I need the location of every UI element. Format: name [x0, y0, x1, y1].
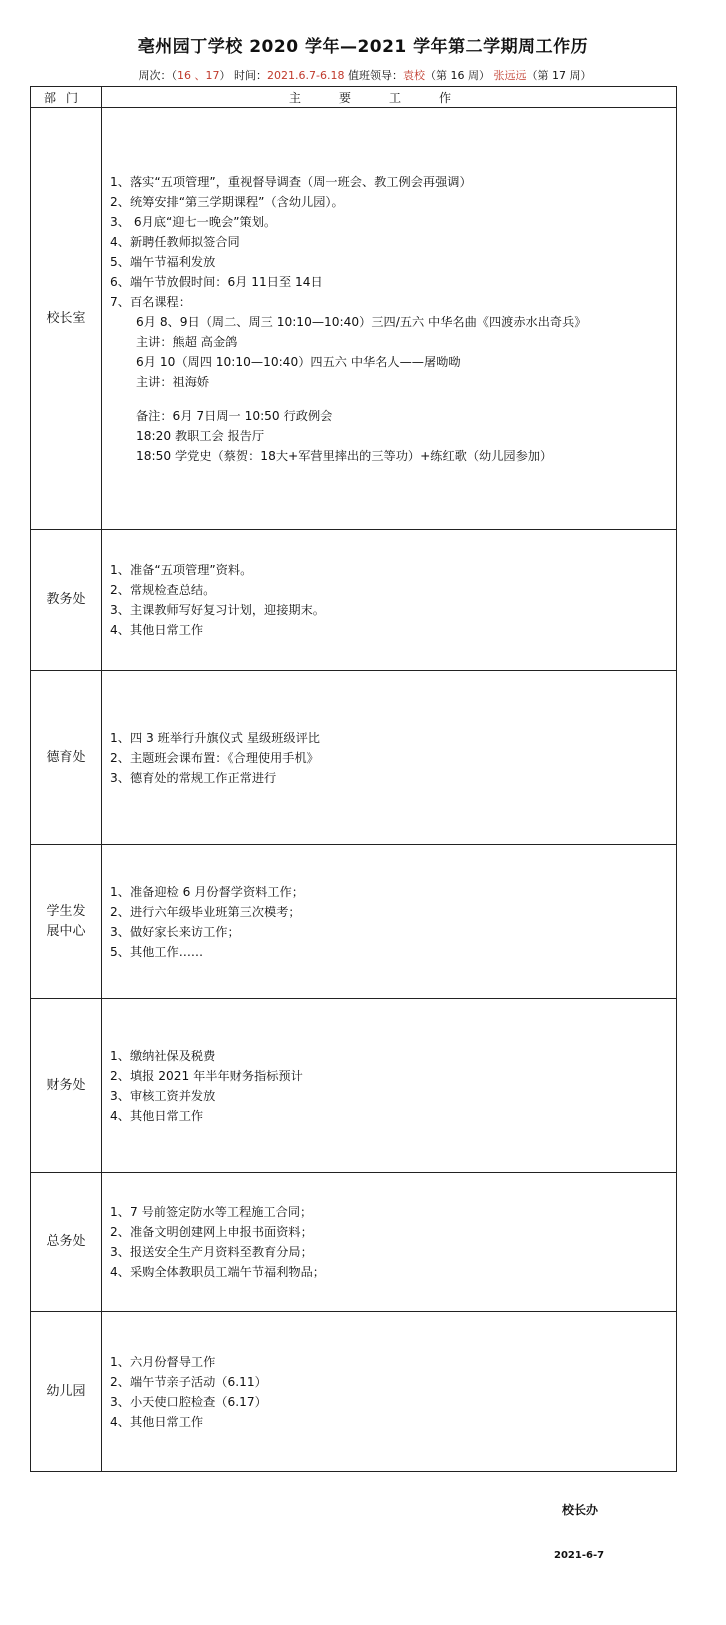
work-item: 3、德育处的常规工作正常进行 — [110, 770, 277, 785]
dept-label: 总务处 — [46, 1234, 86, 1249]
col-header-dept: 部门 — [31, 87, 102, 108]
work-item: 2、端午节亲子活动（6.11） — [110, 1374, 267, 1389]
time-value: 2021.6.7-6.18 — [267, 69, 345, 82]
table-row — [31, 1173, 677, 1312]
work-item: 3、做好家长来访工作； — [110, 924, 240, 939]
work-item: 1、准备“五项管理”资料。 — [110, 563, 253, 577]
table-row — [31, 999, 677, 1173]
duty-leader-1-week: （第 16 周） — [424, 69, 494, 82]
dept-label: 幼儿园 — [46, 1383, 86, 1399]
dept-finance — [31, 999, 102, 1173]
work-item: 2、主题班会课布置：《合理使用手机》 — [110, 750, 319, 765]
dept-general-affairs — [31, 1173, 102, 1312]
work-item: 4、其他日常工作 — [110, 1414, 204, 1429]
dept-principal-office — [31, 108, 102, 530]
work-item: 1、六月份督导工作 — [110, 1354, 216, 1369]
work-item: 2、进行六年级毕业班第三次模考； — [110, 904, 301, 919]
work-item: 主讲：熊超 高金鸽 — [136, 334, 238, 349]
work-item: 18:20 教职工会 报告厅 — [136, 428, 265, 443]
work-cell — [102, 671, 677, 845]
work-calendar-table — [30, 86, 677, 1472]
table-row — [31, 108, 677, 530]
work-item: 6、端午节放假时间：6月 11日至 14日 — [110, 274, 323, 289]
dept-label: 教务处 — [46, 592, 86, 607]
work-item: 7、百名课程： — [110, 294, 191, 309]
work-cell — [102, 108, 677, 530]
col-header-work: 主要工作 — [102, 87, 677, 108]
duty-label: 值班领导： — [344, 69, 403, 82]
page-title: 亳州园丁学校 2020 学年—2021 学年第二学期周工作历 — [137, 37, 589, 57]
work-item: 4、其他日常工作 — [110, 1108, 204, 1123]
work-item: 1、落实“五项管理”，重视督导调查（周一班会、教工例会再强调） — [110, 174, 472, 189]
work-item: 5、其他工作…… — [110, 944, 204, 959]
duty-leader-2-week: （第 17 周） — [526, 69, 592, 82]
work-item: 1、缴纳社保及税费 — [110, 1048, 216, 1063]
work-item: 6月 8、9日（周二、周三 10:10—10:40）三四/五六 中华名曲《四渡赤水出奇兵》 — [136, 314, 587, 329]
work-item: 6月 10（周四 10:10—10:40）四五六 中华名人——屠呦呦 — [136, 354, 461, 369]
dept-student-development — [31, 845, 102, 999]
work-item: 3、小天使口腔检查（6.17） — [110, 1394, 267, 1409]
work-item: 主讲：祖海娇 — [136, 374, 210, 389]
work-cell — [102, 530, 677, 671]
work-item: 3、主课教师写好复习计划，迎接期末。 — [110, 603, 325, 617]
work-item: 2、填报 2021 年半年财务指标预计 — [110, 1068, 303, 1083]
work-item: 3、 6月底“迎七一晚会”策划。 — [110, 214, 277, 229]
dept-label: 校长室 — [46, 310, 86, 326]
work-item: 4、采购全体教职员工端午节福利物品； — [110, 1265, 325, 1279]
work-item: 18:50 学党史（蔡贺：18大+军营里摔出的三等功）+练红歌（幼儿园参加） — [136, 448, 553, 463]
dept-academic-affairs — [31, 530, 102, 671]
work-item: 1、四 3 班举行升旗仪式 星级班级评比 — [110, 730, 320, 745]
work-item: 2、常规检查总结。 — [110, 583, 216, 597]
table-row — [31, 530, 677, 671]
dept-label: 财务处 — [46, 1077, 86, 1093]
work-item: 1、7 号前签定防水等工程施工合同； — [110, 1205, 313, 1219]
spacer — [110, 392, 676, 406]
issuer-office: 校长办 — [562, 1503, 599, 1517]
work-cell — [102, 999, 677, 1173]
week-label: 周次：（ — [138, 69, 178, 82]
work-cell — [102, 1173, 677, 1312]
dept-label: 德育处 — [46, 749, 86, 765]
work-item: 5、端午节福利发放 — [110, 254, 216, 269]
work-item: 4、新聘任教师拟签合同 — [110, 234, 240, 249]
work-item: 4、其他日常工作 — [110, 623, 204, 637]
dept-label: 学生发展中心 — [46, 903, 86, 939]
week-value: 16 、17 — [177, 69, 220, 82]
dept-moral-education — [31, 671, 102, 845]
issue-date: 2021-6-7 — [554, 1550, 605, 1561]
work-item: 2、准备文明创建网上申报书面资料； — [110, 1225, 313, 1239]
work-item: 备注：6月 7日周一 10:50 行政例会 — [136, 408, 333, 423]
work-item: 2、统筹安排“第三学期课程”（含幼儿园）。 — [110, 194, 344, 209]
table-header-row — [31, 87, 677, 108]
work-item: 1、准备迎检 6 月份督学资料工作； — [110, 884, 304, 899]
table-row — [31, 671, 677, 845]
time-label: ） 时间： — [219, 69, 268, 82]
work-item: 3、审核工资并发放 — [110, 1088, 216, 1103]
table-row — [31, 845, 677, 999]
work-item: 3、报送安全生产月资料至教育分局； — [110, 1245, 313, 1259]
duty-leader-1: 袁校 — [402, 69, 425, 82]
table-row — [31, 1312, 677, 1472]
schedule-info — [30, 67, 700, 83]
work-cell — [102, 845, 677, 999]
duty-leader-2: 张远远 — [493, 69, 527, 82]
dept-kindergarten — [31, 1312, 102, 1472]
work-cell — [102, 1312, 677, 1472]
